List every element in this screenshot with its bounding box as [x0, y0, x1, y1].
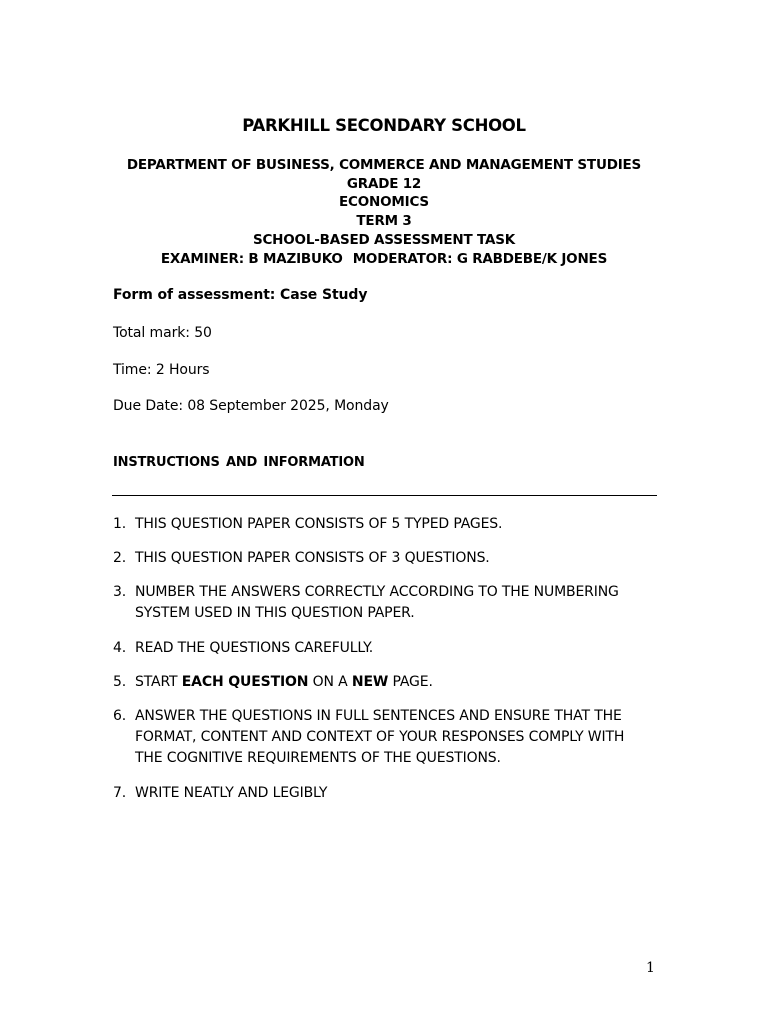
- list-text: WRITE NEATLY AND LEGIBLY: [135, 785, 328, 801]
- text-run: START: [135, 674, 182, 690]
- paper-header: [0, 156, 768, 268]
- page-number: 1: [646, 960, 655, 976]
- text-run: PAGE.: [388, 674, 433, 690]
- list-number: 2.: [113, 550, 127, 566]
- grade-line: GRADE 12: [346, 175, 422, 192]
- list-text-line: THE COGNITIVE REQUIREMENTS OF THE QUESTIONS.: [135, 750, 501, 766]
- text-run: ON A: [308, 674, 352, 690]
- examiner-moderator-line: [0, 250, 768, 269]
- department-line: DEPARTMENT OF BUSINESS, COMMERCE AND MANAGEMENT STUDIES: [126, 157, 642, 173]
- term-line: TERM 3: [356, 213, 412, 230]
- list-text-line: NUMBER THE ANSWERS CORRECTLY ACCORDING TO THE NUMBERING: [135, 584, 619, 600]
- list-text: [135, 706, 665, 769]
- list-number: 6.: [113, 708, 127, 724]
- list-text-line: FORMAT, CONTENT AND CONTEXT OF YOUR RESPONSES COMPLY WITH: [135, 729, 625, 745]
- instructions-heading: INSTRUCTIONS AND INFORMATION: [113, 455, 365, 470]
- examiner: EXAMINER: B MAZIBUKO: [160, 250, 343, 267]
- total-mark: Total mark: 50: [113, 325, 212, 341]
- list-text: THIS QUESTION PAPER CONSISTS OF 5 TYPED PAGES.: [135, 516, 503, 532]
- bold-text: NEW: [351, 674, 389, 690]
- task-line: SCHOOL-BASED ASSESSMENT TASK: [252, 231, 516, 248]
- list-text-line: ANSWER THE QUESTIONS IN FULL SENTENCES AND ENSURE THAT THE: [135, 708, 622, 724]
- list-number: 1.: [113, 516, 127, 532]
- list-number: 5.: [113, 674, 127, 690]
- school-name: PARKHILL SECONDARY SCHOOL: [242, 116, 526, 135]
- form-of-assessment: Form of assessment: Case Study: [113, 287, 368, 303]
- list-text: THIS QUESTION PAPER CONSISTS OF 3 QUESTIONS.: [135, 550, 490, 566]
- list-text-line: SYSTEM USED IN THIS QUESTION PAPER.: [135, 605, 415, 621]
- subject-line: ECONOMICS: [339, 194, 429, 211]
- list-number: 4.: [113, 640, 127, 656]
- list-number: 7.: [113, 785, 127, 801]
- list-text: [135, 672, 665, 693]
- list-number: 3.: [113, 584, 127, 600]
- list-text: [135, 582, 665, 624]
- bold-text: EACH QUESTION: [181, 674, 309, 690]
- due-date: Due Date: 08 September 2025, Monday: [113, 398, 389, 414]
- moderator: MODERATOR: G RABDEBE/K JONES: [352, 250, 608, 267]
- horizontal-rule: [112, 495, 657, 496]
- time-allowed: Time: 2 Hours: [113, 362, 210, 378]
- list-text: READ THE QUESTIONS CAREFULLY.: [135, 640, 374, 656]
